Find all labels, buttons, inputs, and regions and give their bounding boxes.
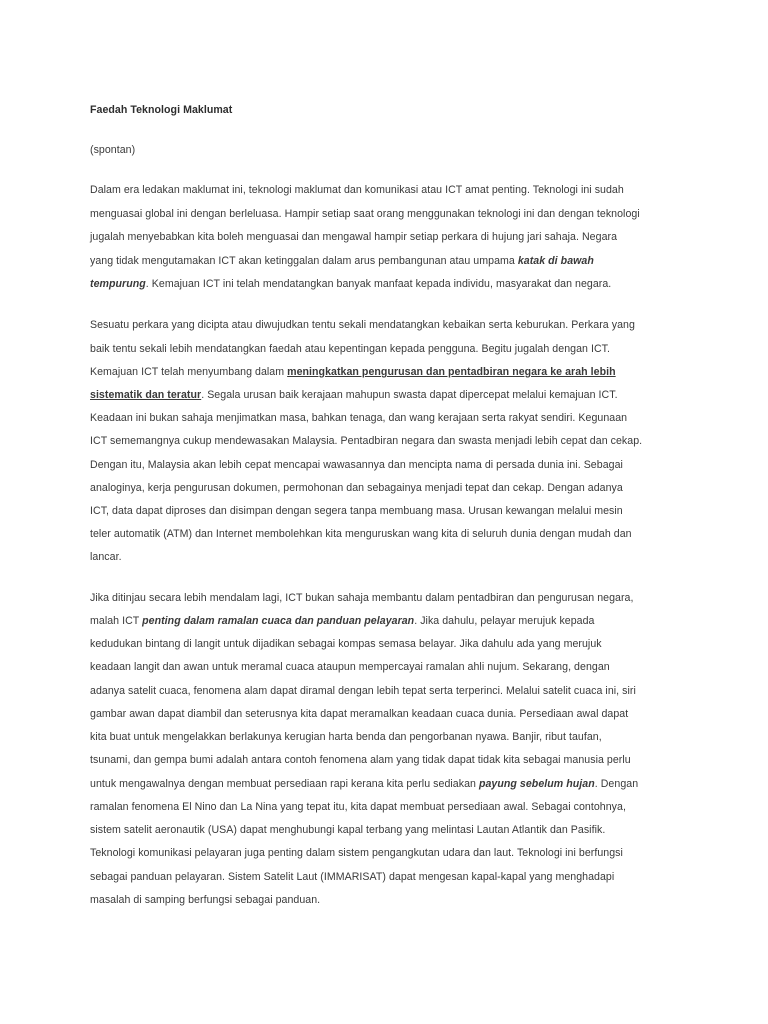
paragraph-line: Dengan itu, Malaysia akan lebih cepat mencapai wawasannya dan mencipta nama di persada dunia ini. Sebagai bbox=[90, 459, 623, 471]
paragraph-line: analoginya, kerja pengurusan dokumen, permohonan dan sebagainya menjadi tepat dan cekap. Dengan adanya bbox=[90, 482, 623, 494]
paragraph-line: kita buat untuk mengelakkan berlakunya kerugian harta benda dan pengorbanan nyawa. Banjir, ribut taufan, bbox=[90, 731, 602, 743]
emphasis-payung: payung sebelum hujan bbox=[478, 778, 595, 790]
document-title: Faedah Teknologi Maklumat bbox=[90, 104, 233, 116]
paragraph-line: jugalah menyebabkan kita boleh menguasai dan mengawal hampir setiap perkara di hujung jari sahaja. Negara bbox=[90, 231, 618, 243]
paragraph-line: Sesuatu perkara yang dicipta atau diwujudkan tentu sekali mendatangkan kebaikan serta keburukan. Perkara yang bbox=[90, 319, 635, 331]
paragraph-line: Keadaan ini bukan sahaja menjimatkan masa, bahkan tenaga, dan wang kerajaan serta rakyat sendiri. Kegunaan bbox=[90, 412, 628, 424]
emphasis-tempurung: tempurung bbox=[90, 278, 146, 290]
paragraph-line: yang tidak mengutamakan ICT akan ketinggalan dalam arus pembangunan atau umpama katak di bawah bbox=[90, 255, 594, 267]
paragraph-line: Teknologi komunikasi pelayaran juga penting dalam sistem pengangkutan udara dan laut. Teknologi ini berfungsi bbox=[90, 847, 623, 859]
paragraph-line: lancar. bbox=[90, 551, 122, 563]
paragraph-line: Dalam era ledakan maklumat ini, teknologi maklumat dan komunikasi atau ICT amat penting. Teknologi ini sudah bbox=[90, 184, 624, 196]
paragraph-line: sistem satelit aeronautik (USA) dapat menghubungi kapal terbang yang melintasi Lautan Atlantik dan Pasifik. bbox=[90, 824, 606, 836]
emphasis-meningkatkan: meningkatkan pengurusan dan pentadbiran negara ke arah lebih bbox=[287, 366, 616, 378]
paragraph-line: ramalan fenomena El Nino dan La Nina yang tepat itu, kita dapat membuat persediaan awal. Sebagai contohnya, bbox=[90, 801, 626, 813]
paragraph-line: malah ICT penting dalam ramalan cuaca dan panduan pelayaran. Jika dahulu, pelayar merujuk kepada bbox=[90, 615, 595, 627]
paragraph-line: ICT sememangnya cukup mendewasakan Malaysia. Pentadbiran negara dan swasta menjadi lebih cepat dan cekap. bbox=[90, 435, 643, 447]
emphasis-ramalan: penting dalam ramalan cuaca dan panduan pelayaran bbox=[142, 615, 415, 627]
paragraph-line: Kemajuan ICT telah menyumbang dalam meningkatkan pengurusan dan pentadbiran negara ke arah lebih bbox=[90, 366, 616, 378]
emphasis-katak: katak di bawah bbox=[517, 255, 594, 267]
paragraph-line: gambar awan dapat diambil dan seterusnya kita dapat meramalkan keadaan cuaca dunia. Persediaan awal dapat bbox=[90, 708, 629, 720]
paragraph-line: baik tentu sekali lebih mendatangkan faedah atau kepentingan kepada pengguna. Begitu jugalah dengan ICT. bbox=[90, 343, 610, 355]
paragraph-line: tsunami, dan gempa bumi adalah antara contoh fenomena alam yang tidak dapat tidak kita sebagai manusia perlu bbox=[90, 754, 631, 766]
paragraph-line: masalah di samping berfungsi sebagai panduan. bbox=[90, 894, 321, 906]
paragraph-line: keadaan langit dan awan untuk meramal cuaca ataupun mempercayai ramalan ahli nujum. Sekarang, dengan bbox=[90, 661, 610, 673]
paragraph-line: untuk mengawalnya dengan membuat persediaan rapi kerana kita perlu sediakan payung sebelum hujan. Dengan bbox=[90, 778, 639, 790]
paragraph-line: sistematik dan teratur. Segala urusan baik kerajaan mahupun swasta dapat dipercepat melalui kemajuan ICT. bbox=[90, 389, 618, 401]
paragraph-line: adanya satelit cuaca, fenomena alam dapat diramal dengan lebih tepat serta terperinci. Melalui satelit cuaca ini, siri bbox=[90, 685, 636, 697]
emphasis-sistematik: sistematik dan teratur bbox=[90, 389, 202, 401]
paragraph-line: ICT, data dapat diproses dan disimpan dengan segera tanpa membuang masa. Urusan kewangan melalui mesin bbox=[90, 505, 623, 517]
paragraph-line: menguasai global ini dengan berleluasa. Hampir setiap saat orang menggunakan teknologi ini dan dengan teknologi bbox=[90, 208, 640, 220]
paragraph-line: Jika ditinjau secara lebih mendalam lagi, ICT bukan sahaja membantu dalam pentadbiran dan pengurusan negara, bbox=[90, 592, 634, 604]
document-subtitle: (spontan) bbox=[90, 144, 136, 156]
paragraph-line: sebagai panduan pelayaran. Sistem Satelit Laut (IMMARISAT) dapat mengesan kapal-kapal yang menghadapi bbox=[90, 871, 615, 883]
paragraph-line: teler automatik (ATM) dan Internet membolehkan kita menguruskan wang kita di seluruh dunia dengan mudah dan bbox=[90, 528, 632, 540]
paragraph-line: tempurung. Kemajuan ICT ini telah mendatangkan banyak manfaat kepada individu, masyarakat dan negara. bbox=[90, 278, 612, 290]
paragraph-line: kedudukan bintang di langit untuk dijadikan sebagai kompas semasa belayar. Jika dahulu ada yang merujuk bbox=[90, 638, 602, 650]
